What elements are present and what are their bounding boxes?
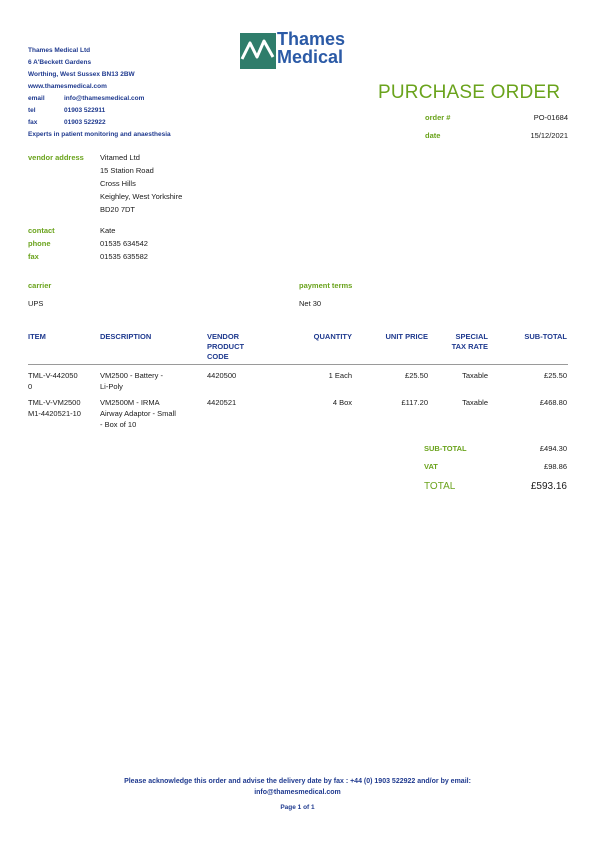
vendor-fax: 01535 635582	[100, 252, 148, 261]
vendor-name: Vitamed Ltd	[100, 153, 140, 162]
carrier-value: UPS	[28, 299, 44, 308]
company-address-line: 6 A'Beckett Gardens	[28, 59, 92, 66]
logo-mark-icon	[240, 33, 276, 69]
col-header-description: DESCRIPTION	[100, 332, 152, 341]
col-header-vendor-code-line: CODE	[207, 352, 229, 361]
vendor-address-line: 15 Station Road	[100, 166, 154, 175]
table-row-subtotal: £468.80	[539, 398, 567, 407]
total-row	[424, 481, 567, 495]
table-row-description	[100, 370, 163, 392]
table-row-unit-price: £25.50	[405, 371, 428, 380]
vendor-address-line: Keighley, West Yorkshire	[100, 192, 183, 201]
col-header-subtotal: SUB-TOTAL	[524, 332, 567, 341]
table-row-description	[100, 397, 176, 430]
order-date-row	[425, 131, 568, 143]
col-header-tax-line: SPECIAL	[455, 332, 488, 341]
col-header-item: ITEM	[28, 332, 46, 341]
table-row-unit-price: £117.20	[401, 398, 428, 407]
col-header-vendor-code	[207, 332, 244, 362]
description-line: - Box of 10	[100, 420, 137, 429]
order-number-row	[425, 113, 568, 125]
order-date: 15/12/2021	[530, 131, 568, 140]
order-number-label: order #	[425, 113, 451, 122]
company-tagline: Experts in patient monitoring and anaesthesia	[28, 131, 171, 138]
description-line: Airway Adaptor - Small	[100, 409, 176, 418]
contact-label: contact	[28, 226, 55, 235]
tel-label: tel	[28, 107, 36, 114]
subtotal-value: £494.30	[539, 444, 567, 453]
vat-label: VAT	[424, 462, 438, 471]
table-row-quantity: 4 Box	[332, 398, 352, 407]
vendor-fax-label: fax	[28, 252, 39, 261]
col-header-tax-line: TAX RATE	[451, 342, 488, 351]
item-code-line: 0	[28, 382, 33, 391]
description-line: VM2500 - Battery -	[100, 371, 163, 380]
company-email[interactable]: info@thamesmedical.com	[64, 95, 145, 102]
total-label: TOTAL	[424, 481, 456, 492]
table-row-item	[28, 397, 81, 419]
order-number: PO-01684	[533, 113, 568, 122]
company-tel-row	[28, 105, 171, 117]
email-label: email	[28, 95, 45, 102]
col-header-vendor-code-line: PRODUCT	[207, 342, 245, 351]
payment-terms-label: payment terms	[299, 281, 353, 290]
subtotal-row	[424, 444, 567, 456]
footer-note	[0, 776, 595, 798]
vendor-address-label: vendor address	[28, 153, 84, 162]
company-website[interactable]: www.thamesmedical.com	[28, 83, 107, 90]
table-row-item	[28, 370, 78, 392]
fax-label: fax	[28, 119, 38, 126]
vendor-contact: Kate	[100, 226, 116, 235]
description-line: VM2500M - IRMA	[100, 398, 160, 407]
description-line: Li-Poly	[100, 382, 123, 391]
vendor-block	[28, 152, 328, 272]
table-row-tax: Taxable	[462, 398, 488, 407]
col-header-quantity: QUANTITY	[313, 332, 352, 341]
company-fax-row	[28, 117, 171, 129]
vendor-address-line: Cross Hills	[100, 179, 136, 188]
company-tel: 01903 522911	[64, 107, 106, 114]
order-date-label: date	[425, 131, 441, 140]
logo-wordmark	[277, 30, 345, 66]
logo-word-medical: Medical	[277, 47, 344, 67]
logo-word-thames: Thames	[277, 29, 346, 49]
payment-terms-value: Net 30	[299, 299, 322, 308]
company-name: Thames Medical Ltd	[28, 47, 91, 54]
col-header-tax-rate	[440, 332, 488, 352]
table-header-divider	[28, 364, 568, 365]
item-code-line: TML-V-442050	[28, 371, 78, 380]
page-title: PURCHASE ORDER	[378, 82, 561, 103]
col-header-vendor-code-line: VENDOR	[207, 332, 240, 341]
item-code-line: TML-V-VM2500	[28, 398, 81, 407]
vat-value: £98.86	[544, 462, 567, 471]
footer-instruction: Please acknowledge this order and advise the delivery date by fax : +44 (0) 1903 522922 and/or by email:	[124, 778, 471, 785]
vendor-phone: 01535 634542	[100, 239, 148, 248]
company-info	[28, 45, 171, 141]
table-row-subtotal: £25.50	[544, 371, 567, 380]
total-value: £593.16	[530, 481, 567, 492]
footer-email[interactable]: info@thamesmedical.com	[254, 789, 341, 796]
company-email-row	[28, 93, 171, 105]
table-row-tax: Taxable	[462, 371, 488, 380]
vat-row	[424, 462, 567, 474]
carrier-label: carrier	[28, 281, 52, 290]
table-row-quantity: 1 Each	[328, 371, 352, 380]
item-code-line: M1-4420521-10	[28, 409, 81, 418]
vendor-address-line: BD20 7DT	[100, 205, 136, 214]
company-address-line: Worthing, West Sussex BN13 2BW	[28, 71, 135, 78]
company-fax: 01903 522922	[64, 119, 106, 126]
table-row-vendor-code: 4420521	[207, 398, 237, 407]
phone-label: phone	[28, 239, 51, 248]
col-header-unit-price: UNIT PRICE	[385, 332, 428, 341]
page-number: Page 1 of 1	[280, 804, 315, 811]
table-row-vendor-code: 4420500	[207, 371, 237, 380]
subtotal-label: SUB-TOTAL	[424, 444, 467, 453]
